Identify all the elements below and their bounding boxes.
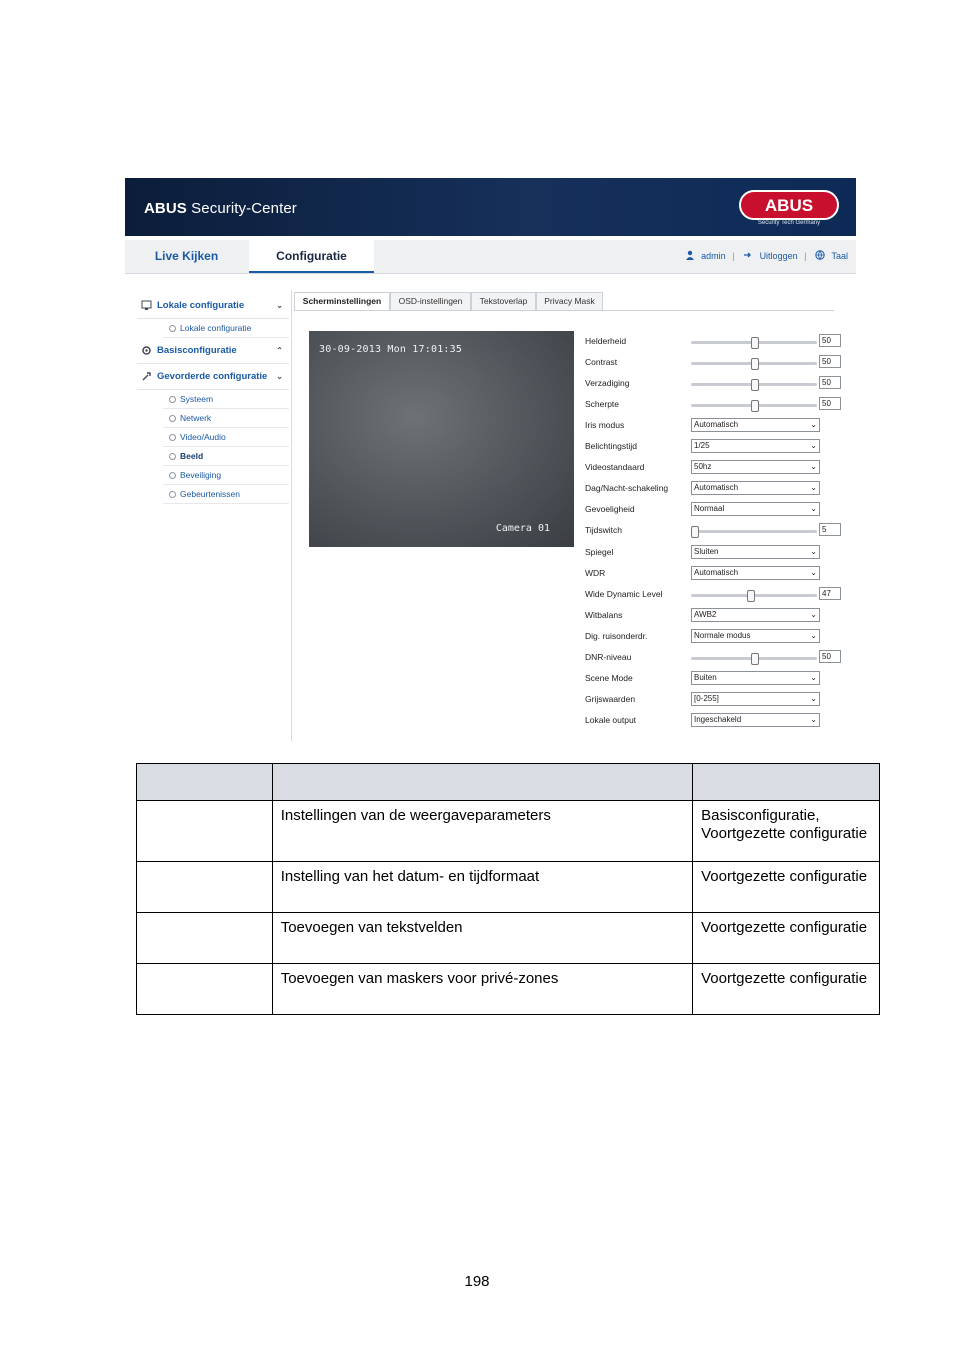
setting-row	[585, 606, 845, 627]
globe-icon	[815, 250, 825, 260]
table-header-row	[137, 764, 880, 801]
chevron-down-icon: ⌄	[810, 483, 817, 493]
setting-value-input[interactable]: 47	[819, 587, 841, 600]
setting-row	[585, 543, 845, 564]
top-links	[685, 240, 848, 273]
setting-select[interactable]	[691, 439, 820, 453]
setting-select[interactable]	[691, 418, 820, 432]
chevron-down-icon: ⌄	[810, 630, 817, 640]
left-menu	[137, 293, 289, 504]
chevron-down-icon: ⌄	[276, 301, 283, 310]
setting-label: Helderheid	[585, 336, 627, 346]
setting-select[interactable]	[691, 692, 820, 706]
select-value: Buiten	[694, 672, 717, 682]
separator: |	[732, 251, 735, 261]
chevron-down-icon: ⌄	[810, 441, 817, 451]
setting-value-input[interactable]: 50	[819, 650, 841, 663]
subtab-display-settings[interactable]: Scherminstellingen	[294, 292, 390, 311]
table-cell-empty	[137, 862, 273, 913]
setting-label: WDR	[585, 567, 606, 578]
setting-label: Witbalans	[585, 609, 623, 620]
setting-row	[585, 416, 845, 437]
setting-select[interactable]	[691, 545, 820, 559]
setting-row	[585, 353, 845, 374]
setting-row	[585, 437, 845, 458]
setting-row	[585, 500, 845, 521]
table-cell-description: Instelling van het datum- en tijdformaat	[272, 862, 692, 913]
table-cell-mode: Voortgezette configuratie	[693, 862, 880, 913]
table-row	[137, 913, 880, 964]
table-row	[137, 862, 880, 913]
monitor-icon	[141, 300, 152, 311]
chevron-down-icon: ⌄	[810, 672, 817, 682]
slider-thumb[interactable]	[751, 400, 759, 412]
setting-row	[585, 564, 845, 585]
user-link[interactable]: admin	[701, 251, 726, 261]
logout-link[interactable]: Uitloggen	[759, 251, 798, 261]
chevron-down-icon: ⌄	[276, 372, 283, 381]
setting-label: Scene Mode	[585, 672, 633, 683]
divider	[291, 290, 292, 741]
description-table	[136, 763, 880, 1015]
setting-slider[interactable]	[691, 657, 817, 660]
table-cell-description: Toevoegen van maskers voor privé-zones	[272, 964, 692, 1015]
chevron-down-icon: ⌄	[810, 420, 817, 430]
osd-camera-name: Camera 01	[495, 523, 550, 534]
setting-label: Lokale output	[585, 714, 637, 725]
setting-value-input[interactable]: 50	[819, 397, 841, 410]
subtab-privacy-mask[interactable]: Privacy Mask	[536, 292, 603, 311]
table-cell-empty	[137, 964, 273, 1015]
setting-row	[585, 521, 845, 542]
logout-icon	[743, 250, 753, 260]
setting-select[interactable]	[691, 460, 820, 474]
select-value: Normale modus	[694, 630, 751, 640]
menu-sub-security[interactable]: Beveiliging	[163, 466, 289, 485]
menu-sub-video-audio[interactable]: Video/Audio	[163, 428, 289, 447]
abus-logo	[739, 190, 839, 220]
setting-value-input[interactable]: 50	[819, 355, 841, 368]
menu-sub-local-config[interactable]: Lokale configuratie	[163, 319, 289, 338]
setting-value-input[interactable]: 5	[819, 523, 841, 536]
setting-select[interactable]	[691, 671, 820, 685]
setting-select[interactable]	[691, 629, 820, 643]
menu-basic-config[interactable]: Basisconfiguratie ⌃	[137, 338, 289, 364]
table-header-cell	[693, 764, 880, 801]
table-header-cell	[272, 764, 692, 801]
menu-advanced-config[interactable]: Gevorderde configuratie ⌄	[137, 364, 289, 390]
setting-label: Gevoeligheid	[585, 504, 635, 515]
setting-row	[585, 669, 845, 690]
setting-row	[585, 627, 845, 648]
table-cell-description: Instellingen van de weergaveparameters	[272, 801, 692, 862]
app-title: ABUS Security-Center	[144, 200, 297, 217]
svg-text:ABUS: ABUS	[764, 196, 814, 215]
gear-icon	[141, 345, 152, 356]
select-value: Automatisch	[694, 420, 739, 430]
setting-slider[interactable]	[691, 383, 817, 386]
select-value: Automatisch	[694, 567, 739, 577]
slider-thumb[interactable]	[747, 590, 755, 602]
setting-slider[interactable]	[691, 530, 817, 533]
setting-row	[585, 479, 845, 500]
table-header-cell	[137, 764, 273, 801]
camera-preview	[309, 331, 574, 547]
slider-thumb[interactable]	[751, 337, 759, 349]
table-cell-mode: Voortgezette configuratie	[693, 913, 880, 964]
menu-sub-image[interactable]: Beeld	[163, 447, 289, 466]
setting-row	[585, 332, 845, 353]
setting-select[interactable]	[691, 566, 820, 580]
setting-slider[interactable]	[691, 341, 817, 344]
select-value: Normaal	[694, 504, 725, 514]
wrench-icon	[141, 371, 152, 382]
screenshot-frame	[125, 178, 856, 741]
table-row	[137, 964, 880, 1015]
osd-datetime: 30-09-2013 Mon 17:01:35	[319, 344, 463, 355]
setting-label: Dag/Nacht-schakeling	[585, 483, 669, 494]
slider-thumb[interactable]	[751, 358, 759, 370]
setting-label: Contrast	[585, 357, 618, 368]
table-row	[137, 801, 880, 862]
subtab-osd-settings[interactable]: OSD-instellingen	[390, 292, 471, 311]
setting-label: Verzadiging	[585, 378, 630, 389]
setting-label: Spiegel	[585, 546, 614, 557]
setting-row	[585, 690, 845, 711]
setting-select[interactable]	[691, 713, 820, 727]
user-icon	[685, 250, 695, 260]
slider-thumb[interactable]	[751, 653, 759, 665]
tab-live-view[interactable]: Live Kijken	[154, 249, 219, 263]
select-value: [0-255]	[694, 693, 719, 703]
setting-label: Iris modus	[585, 420, 625, 431]
select-value: Ingeschakeld	[694, 714, 742, 724]
setting-slider[interactable]	[691, 404, 817, 407]
table-cell-mode: Voortgezette configuratie	[693, 964, 880, 1015]
setting-row	[585, 585, 845, 606]
table-cell-description: Toevoegen van tekstvelden	[272, 913, 692, 964]
setting-label: Belichtingstijd	[585, 441, 637, 452]
menu-local-config[interactable]: Lokale configuratie ⌄	[137, 293, 289, 319]
setting-label: Wide Dynamic Level	[585, 588, 663, 599]
top-navbar	[125, 240, 856, 274]
setting-label: Videostandaard	[585, 462, 645, 473]
tab-configuration[interactable]: Configuratie	[249, 240, 374, 273]
setting-label: Scherpte	[585, 399, 620, 410]
chevron-down-icon: ⌄	[810, 714, 817, 724]
select-value: Sluiten	[694, 546, 719, 556]
select-value: AWB2	[694, 609, 717, 619]
language-link[interactable]: Taal	[831, 251, 848, 261]
logo-subtitle: Security Tech Germany	[757, 220, 821, 226]
setting-label: Dig. ruisonderdr.	[585, 630, 648, 641]
chevron-down-icon: ⌄	[810, 546, 817, 556]
setting-row	[585, 648, 845, 669]
chevron-down-icon: ⌄	[810, 504, 817, 514]
setting-label: DNR-niveau	[585, 651, 632, 662]
setting-select[interactable]	[691, 481, 820, 495]
slider-thumb[interactable]	[751, 379, 759, 391]
setting-row	[585, 458, 845, 479]
table-cell-mode: Basisconfiguratie, Voortgezette configuratie	[693, 801, 880, 862]
table-cell-empty	[137, 801, 273, 862]
chevron-down-icon: ⌄	[810, 567, 817, 577]
slider-thumb[interactable]	[691, 526, 699, 538]
select-value: 50hz	[694, 462, 712, 472]
chevron-down-icon: ⌄	[810, 693, 817, 703]
menu-sub-network[interactable]: Netwerk	[163, 409, 289, 428]
table-cell-empty	[137, 913, 273, 964]
setting-row	[585, 711, 845, 732]
chevron-down-icon: ⌄	[810, 462, 817, 472]
select-value: 1/25	[694, 441, 710, 451]
setting-label: Grijswaarden	[585, 693, 636, 704]
setting-select[interactable]	[691, 608, 820, 622]
subtab-text-overlay[interactable]: Tekstoverlap	[471, 292, 536, 311]
select-value: Automatisch	[694, 483, 739, 493]
separator: |	[804, 251, 807, 261]
subtab-underline	[294, 310, 834, 311]
setting-label: Tijdswitch	[585, 525, 622, 536]
setting-row	[585, 395, 845, 416]
setting-select[interactable]	[691, 502, 820, 516]
setting-slider[interactable]	[691, 594, 817, 597]
setting-value-input[interactable]: 50	[819, 376, 841, 389]
menu-sub-events[interactable]: Gebeurtenissen	[163, 485, 289, 504]
menu-sub-system[interactable]: Systeem	[163, 390, 289, 409]
setting-slider[interactable]	[691, 362, 817, 365]
chevron-up-icon: ⌃	[276, 346, 283, 355]
page-number: 198	[464, 1273, 490, 1290]
chevron-down-icon: ⌄	[810, 609, 817, 619]
setting-row	[585, 374, 845, 395]
header-banner	[125, 178, 856, 236]
setting-value-input[interactable]: 50	[819, 334, 841, 347]
